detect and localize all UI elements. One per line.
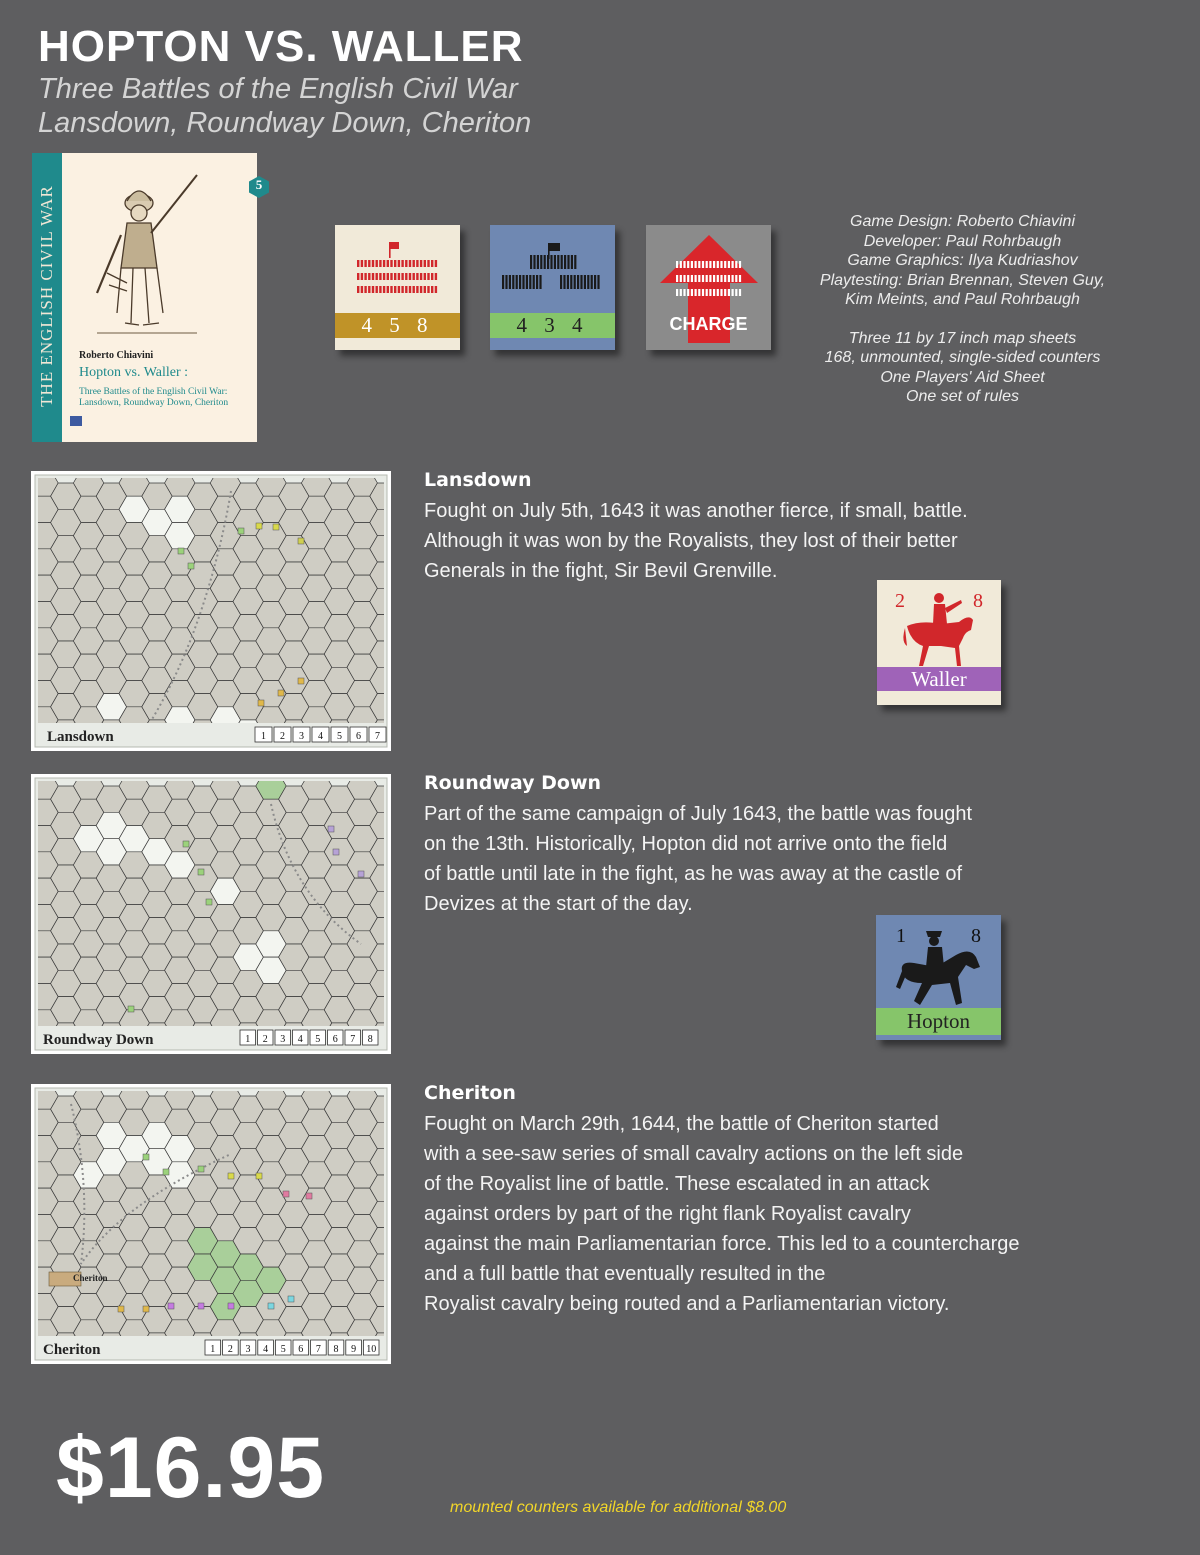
- lansdown-title: Lansdown: [424, 469, 532, 491]
- cheriton-hex-map: [31, 1084, 391, 1364]
- leader-value-left: 2: [895, 590, 905, 612]
- waller-leader-counter: [877, 580, 1001, 705]
- credit-line: Kim Meints, and Paul Rohrbaugh: [845, 291, 1080, 308]
- charge-label: CHARGE: [669, 314, 748, 334]
- hopton-leader-counter: [876, 915, 1001, 1040]
- turn-number: 2: [227, 1344, 233, 1355]
- credit-line: Game Graphics: Ilya Kudriashov: [847, 252, 1078, 269]
- page-title: HOPTON VS. WALLER: [38, 22, 524, 71]
- credit-line: Game Design: Roberto Chiavini: [850, 213, 1075, 230]
- musketeer-engraving: [87, 173, 217, 343]
- roundway-down-description: [424, 799, 972, 919]
- body-line: of battle until late in the fight, as he was away at the castle of: [424, 863, 963, 885]
- turn-number: 5: [337, 731, 342, 742]
- series-number: 5: [255, 177, 263, 192]
- map-title-label: Roundway Down: [43, 1032, 154, 1048]
- turn-number: 7: [375, 731, 380, 742]
- roundway-down-hex-map: [31, 774, 391, 1054]
- roundway-down-map: [31, 774, 391, 1054]
- cover-subtitle: Three Battles of the English Civil War: Lansdown, Roundway Down, Cheriton: [79, 387, 229, 408]
- map-town-label: Cheriton: [73, 1273, 108, 1283]
- lansdown-description: [424, 496, 968, 586]
- infantry-block-icon: [353, 240, 443, 300]
- turn-number: 2: [262, 1034, 268, 1045]
- cover-title: Hopton vs. Waller :: [79, 365, 189, 380]
- turn-number: 8: [333, 1344, 339, 1355]
- turn-number: 6: [332, 1034, 338, 1045]
- turn-number: 3: [245, 1344, 251, 1355]
- roundway-down-title: Roundway Down: [424, 772, 602, 794]
- turn-number: 2: [280, 731, 285, 742]
- body-line: against the main Parliamentarian force. This led to a countercharge: [424, 1233, 1020, 1255]
- body-line: with a see-saw series of small cavalry actions on the left side: [424, 1143, 964, 1165]
- turn-number: 4: [263, 1344, 269, 1355]
- turn-number: 5: [280, 1344, 286, 1355]
- credit-line: Playtesting: Brian Brennan, Steven Guy,: [819, 271, 1106, 289]
- body-line: Although it was won by the Royalists, they lost of their better: [424, 530, 958, 552]
- credits-block: [790, 212, 1135, 407]
- map-title-label: Cheriton: [43, 1342, 101, 1358]
- body-line: of the Royalist line of battle. These escalated in an attack: [424, 1173, 930, 1195]
- turn-number: 7: [350, 1034, 356, 1045]
- turn-number: 4: [297, 1034, 303, 1045]
- turn-number: 3: [299, 731, 304, 742]
- body-line: Generals in the fight, Sir Bevil Grenville.: [424, 560, 778, 582]
- lansdown-hex-map: [31, 471, 391, 751]
- body-line: on the 13th. Historically, Hopton did not arrive onto the field: [424, 833, 948, 855]
- infantry-block-icon: [502, 243, 602, 303]
- body-line: Royalist cavalry being routed and a Parliamentarian victory.: [424, 1293, 950, 1315]
- turn-number: 9: [351, 1344, 357, 1355]
- turn-number: 8: [367, 1034, 373, 1045]
- price: $16.95: [56, 1420, 326, 1516]
- turn-number: 6: [298, 1344, 304, 1355]
- body-line: and a full battle that eventually resulted in the: [424, 1263, 826, 1285]
- body-line: against orders by part of the right flank Royalist cavalry: [424, 1203, 911, 1225]
- component-line: 168, unmounted, single-sided counters: [824, 349, 1101, 366]
- cheriton-description: [424, 1109, 1020, 1319]
- publisher-logo-icon: [70, 416, 82, 426]
- leader-value-right: 8: [971, 925, 981, 947]
- turn-number: 4: [318, 731, 323, 742]
- body-line: Part of the same campaign of July 1643, the battle was fought: [424, 803, 973, 825]
- turn-number: 1: [210, 1344, 216, 1355]
- cavalry-rider-icon: [896, 927, 986, 1011]
- turn-number: 1: [245, 1034, 251, 1045]
- turn-number: 7: [315, 1344, 321, 1355]
- unit-values-band: 4 3 4: [490, 313, 615, 338]
- leader-name-band: Waller: [877, 667, 1001, 691]
- credit-line: Developer: Paul Rohrbaugh: [863, 232, 1062, 250]
- unit-values-band: 4 5 8: [335, 313, 460, 338]
- body-line: Fought on July 5th, 1643 it was another fierce, if small, battle.: [424, 500, 968, 522]
- turn-number: 3: [280, 1034, 286, 1045]
- subtitle-line-1: Three Battles of the English Civil War: [38, 73, 518, 105]
- subtitle-line-2: Lansdown, Roundway Down, Cheriton: [38, 107, 532, 139]
- turn-number: 6: [356, 731, 361, 742]
- component-line: Three 11 by 17 inch map sheets: [848, 329, 1077, 347]
- charge-marker-counter: [646, 225, 771, 350]
- royalist-unit-counter: [335, 225, 460, 350]
- component-line: One Players' Aid Sheet: [880, 368, 1045, 386]
- turn-number: 1: [261, 731, 266, 742]
- body-line: Devizes at the start of the day.: [424, 893, 693, 915]
- leader-value-right: 8: [973, 590, 983, 612]
- turn-number: 5: [315, 1034, 321, 1045]
- cavalry-rider-icon: [901, 586, 981, 674]
- box-cover-image: [32, 153, 263, 442]
- cover-author: Roberto Chiavini: [79, 350, 154, 361]
- component-line: One set of rules: [906, 388, 1019, 405]
- cheriton-title: Cheriton: [424, 1082, 516, 1104]
- leader-value-left: 1: [896, 925, 906, 947]
- leader-name-band: Hopton: [876, 1008, 1001, 1035]
- turn-number: 10: [366, 1344, 377, 1355]
- mounted-counters-note: mounted counters available for additional $8.00: [450, 1499, 787, 1516]
- cheriton-map: [31, 1084, 391, 1364]
- body-line: Fought on March 29th, 1644, the battle of Cheriton started: [424, 1113, 939, 1135]
- cover-spine-text: THE ENGLISH CIVIL WAR: [37, 185, 56, 407]
- parliament-unit-counter: [490, 225, 615, 350]
- map-title-label: Lansdown: [47, 729, 114, 745]
- lansdown-map: [31, 471, 391, 751]
